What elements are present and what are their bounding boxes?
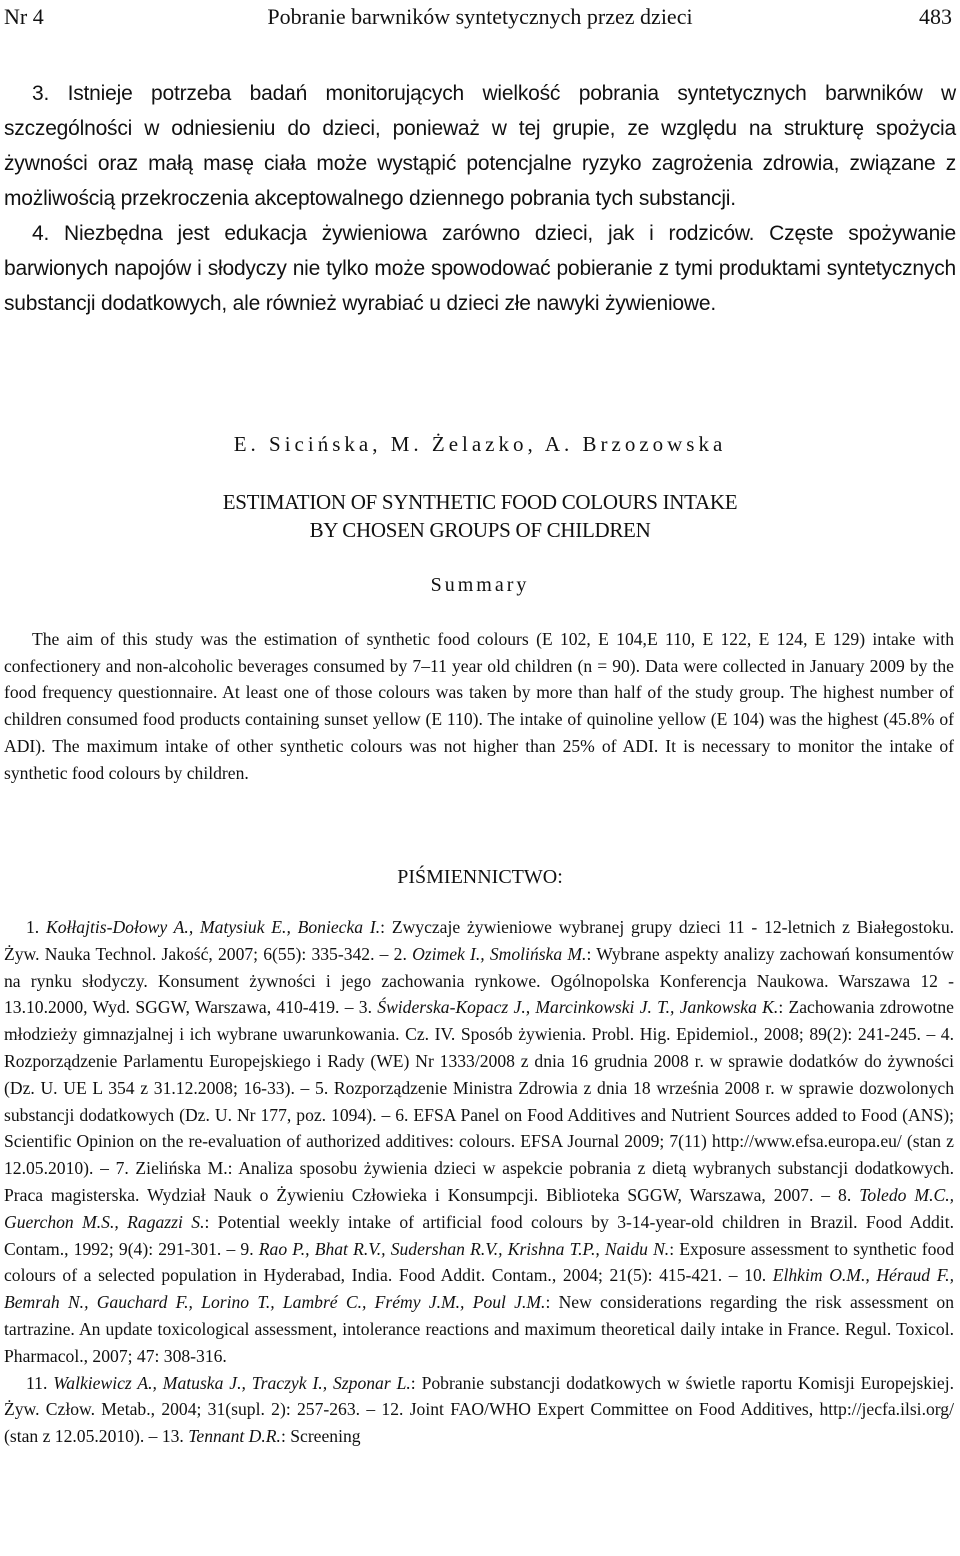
summary-block xyxy=(4,626,954,786)
running-header xyxy=(0,2,960,32)
english-title xyxy=(0,488,960,544)
running-title: Pobranie barwników syntetycznych przez dzieci xyxy=(267,4,693,29)
journal-issue-label: Nr 4 xyxy=(4,4,44,29)
ref-authors: Rao P., Bhat R.V., Sudershan R.V., Krishna T.P., Naidu N. xyxy=(258,1238,670,1259)
ref-authors: Tennant D.R. xyxy=(188,1426,281,1447)
english-title-line-1: ESTIMATION OF SYNTHETIC FOOD COLOURS INTAKE xyxy=(222,490,738,514)
conclusion-item-4: 4. Niezbędna jest edukacja żywieniowa zarówno dzieci, jak i rodziców. Częste spożywanie barwionych napojów i słodyczy nie tylko może spowodować pobieranie z tymi produktami syntetycznych substancji dodatkowych, ale również wyrabiać u dzieci złe nawyki żywieniowe. xyxy=(4,222,956,315)
ref-text: : Screening xyxy=(280,1426,361,1447)
summary-heading: Summary xyxy=(430,574,530,596)
article-authors: E. Sicińska, M. Żelazko, A. Brzozowska xyxy=(233,432,727,456)
ref-authors: Walkiewicz A., Matuska J., Traczyk I., Szponar L. xyxy=(53,1372,411,1393)
references-list xyxy=(4,914,954,1450)
ref-text: : Potential weekly intake of artificial food colours by 3-14-year-old children in Brazil. Food Addit. Contam., 1992; 9(4): 291-301. – 9. xyxy=(4,1211,954,1259)
ref-authors: Świderska-Kopacz J., Marcinkowski J. T., Jankowska K. xyxy=(377,997,779,1018)
ref-text: : Zachowania zdrowotne młodzieży gimnazjalnej i ich wybrane uwarunkowania. Cz. IV. Sposób żywienia. Probl. Hig. Epidemiol., 2008; 89(2): 241-245. – 4. Rozporządzenie Parlamentu Europejskiego i Rady (WE) Nr 1333/2008 z dnia 16 grudnia 2008 r. w sprawie dodatków do żywności (Dz. U. UE L 354 z 31.12.2008; 16-33). – 5. Rozporządzenie Ministra Zdrowia z dnia 18 września 2008 r. w sprawie dozwolonych substancji dodatkowych (Dz. U. Nr 177, poz. 1094). – 6. EFSA Panel on Food Additives and Nutrient Sources added to Food (ANS); Scientific Opinion on the re-evaluation of authorized additives: colours. EFSA Journal 2009; 7(11) http://www.efsa.europa.eu/ (stan z 12.05.2010). – 7. Zielińska M.: Analiza sposobu żywienia dzieci w aspekcie pobrania z dietą wybranych substancji dodatkowych. Praca magisterska. Wydział Nauk o Żywieniu Człowieka i Konsumpcji. Biblioteka SGGW, Warszawa, 2007. – 8. xyxy=(4,997,954,1205)
ref-text: 1. xyxy=(26,917,46,937)
ref-authors: Ozimek I., Smolińska M. xyxy=(412,943,587,964)
page-number: 483 xyxy=(919,4,952,29)
ref-authors: Kołłajtis-Dołowy A., Matysiuk E., Boniecka I. xyxy=(46,917,381,937)
conclusions-block xyxy=(4,76,956,321)
conclusion-item-3: 3. Istnieje potrzeba badań monitorujących wielkość pobrania syntetycznych barwników w szczególności w odniesieniu do dzieci, ponieważ w tej grupie, ze względu na strukturę spożycia żywności oraz małą masę ciała może wystąpić potencjalne ryzyko zagrożenia zdrowia, związane z możliwością przekroczenia akceptowalnego dziennego pobrania tych substancji. xyxy=(4,82,956,210)
summary-text: The aim of this study was the estimation of synthetic food colours (E 102, E 104,E 110, E 122, E 124, E 129) intake with confectionery and non-alcoholic beverages consumed by 7–11 year old children (n = 90). Data were collected in January 2009 by the food frequency questionnaire. At least one of those colours was taken by more than half of the study group. The highest number of children consumed food products containing sunset yellow (E 110). The intake of quinoline yellow (E 104) was the highest (45.8% of ADI). The maximum intake of other synthetic colours was not higher than 25% of ADI. It is necessary to monitor the intake of synthetic food colours by children. xyxy=(4,629,954,783)
references-heading: PIŚMIENNICTWO: xyxy=(397,866,563,888)
references-paragraph-2 xyxy=(4,1370,954,1450)
ref-text: : Pobranie substancji dodatkowych w świetle raportu Komisji Europejskiej. Żyw. Człow. Metab., 2004; 31(supl. 2): 257-263. – 12. Joint FAO/WHO Expert Committee on Food Additives, http://jecfa.ilsi.org/ (stan z 12.05.2010). – 13. xyxy=(4,1372,954,1447)
english-title-line-2: BY CHOSEN GROUPS OF CHILDREN xyxy=(309,518,651,542)
ref-text: : Wybrane aspekty analizy zachowań konsumentów na rynku słodyczy. Konsument żywności i jego zachowania rynkowe. Ogólnopolska Konferencja Naukowa. Warszawa 12 - 13.10.2000, Wyd. SGGW, Warszawa, 410-419. – 3. xyxy=(4,943,954,1018)
ref-text: : New considerations regarding the risk assessment on tartrazine. An update toxicological assessment, intolerance reactions and maximum theoretical daily intake in France. Regul. Toxicol. Pharmacol., 2007; 47: 308-316. xyxy=(4,1292,954,1366)
ref-text: 11. xyxy=(26,1372,54,1393)
ref-authors: Elhkim O.M., Héraud F., Bemrah N., Gauchard F., Lorino T., Lambré C., Frémy J.M., Poul J.M. xyxy=(4,1265,954,1313)
ref-text: : Zwyczaje żywieniowe wybranej grupy dzieci 11 - 12-letnich z Białegostoku. Żyw. Nauka Technol. Jakość, 2007; 6(55): 335-342. – 2. xyxy=(4,917,955,964)
ref-text: : Exposure assessment to synthetic food colours of a selected population in Hyderabad, India. Food Addit. Contam., 2004; 21(5): 415-421. – 10. xyxy=(4,1238,954,1286)
ref-authors: Toledo M.C., Guerchon M.S., Ragazzi S. xyxy=(4,1184,954,1232)
references-paragraph-1 xyxy=(4,914,954,1370)
